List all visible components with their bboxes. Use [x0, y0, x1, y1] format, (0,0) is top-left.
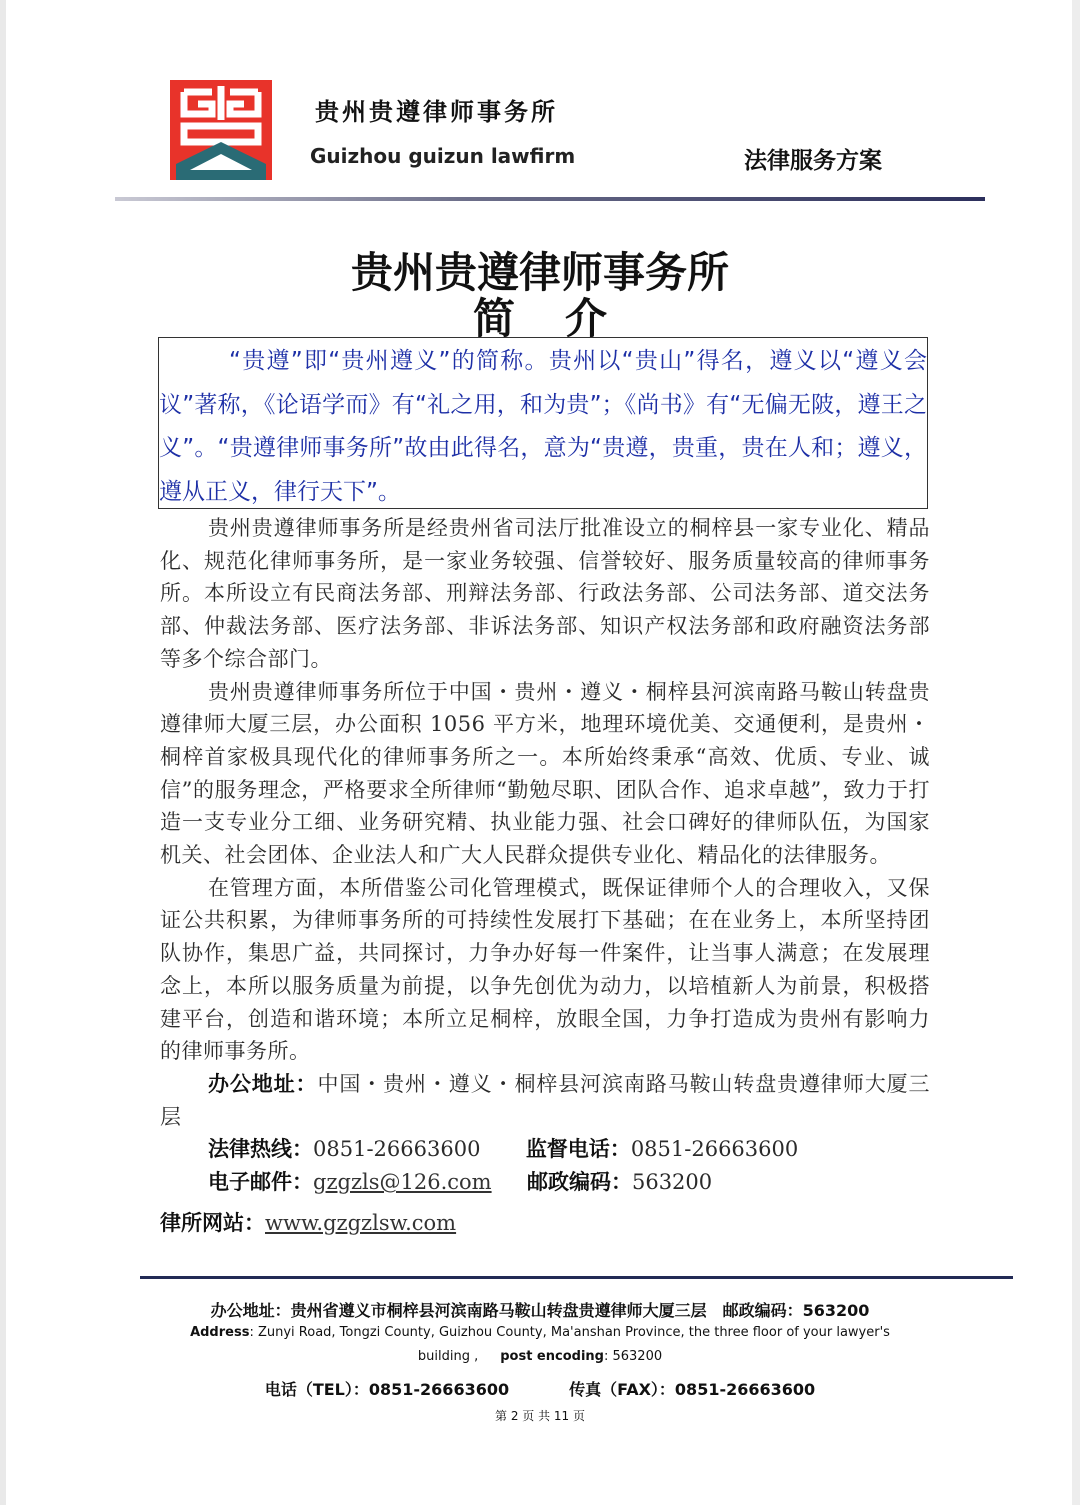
- website-link[interactable]: www.gzgzlsw.com: [265, 1211, 457, 1236]
- website-row: [160, 1207, 930, 1240]
- footer-post-value: : 563200: [603, 1349, 663, 1364]
- supervise-value: 0851-26663600: [630, 1137, 799, 1162]
- footer-contact-row: [0, 1377, 1080, 1400]
- address-value: 中国・贵州・遵义・桐梓县河滨南路马鞍山转盘贵遵律师大厦三层: [160, 1071, 930, 1129]
- postcode-label: 邮政编码：: [526, 1170, 632, 1195]
- footer-fax: 传真（FAX）：0851-26663600: [569, 1380, 816, 1399]
- footer-address-en-cont: building ,: [417, 1349, 479, 1364]
- paragraph-location: 贵州贵遵律师事务所位于中国・贵州・遵义・桐梓县河滨南路马鞍山转盘贵遵律师大厦三层，办公面积 1056 平方米，地理环境优美、交通便利，是贵州・桐梓首家极具现代化的律师事务所之一。本所始终秉承“高效、优质、专业、诚信”的服务理念，严格要求全所律师“勤勉尽职、团队合作、追求卓越”，致力于打造一支专业分工细、业务研究精、执业能力强、社会口碑好的律师队伍，为国家机关、社会团体、企业法人和广大人民群众提供专业化、精品化的法律服务。: [160, 679, 930, 868]
- quote-text: “贵遵”即“贵州遵义”的简称。贵州以“贵山”得名，遵义以“遵义会议”著称，《论语学而》有“礼之用，和为贵”；《尚书》有“无偏无陂，遵王之义”。“贵遵律师事务所”故由此得名，意为“贵遵，贵重，贵在人和；遵义，遵从正义，律行天下”。: [159, 348, 927, 505]
- logo-icon: [170, 80, 272, 180]
- postcode-value: 563200: [631, 1170, 713, 1195]
- page-subtitle: 简介: [472, 294, 657, 343]
- email-row: [160, 1166, 930, 1199]
- phone-row: [160, 1133, 930, 1166]
- email-label: 电子邮件：: [208, 1170, 313, 1195]
- email-link[interactable]: gzgzls@126.com: [313, 1170, 492, 1195]
- header-divider: [115, 197, 985, 201]
- hotline-value: 0851-26663600: [313, 1137, 481, 1162]
- firm-name-cn: 贵州贵遵律师事务所: [315, 98, 558, 126]
- body-content: [160, 512, 930, 1240]
- page-edge-right: [1072, 0, 1080, 1505]
- footer-tel: 电话（TEL）：0851-26663600: [264, 1380, 510, 1399]
- footer-post-row: [0, 1349, 1080, 1364]
- paragraph-management: 在管理方面，本所借鉴公司化管理模式，既保证律师个人的合理收入，又保证公共积累，为律师事务所的可持续性发展打下基础；在在业务上，本所坚持团队协作，集思广益，共同探讨，力争办好每一件案件，让当事人满意；在发展理念上，本所以服务质量为前提，以争先创优为动力，以培植新人为前景，积极搭建平台，创造和谐环境；本所立足桐梓，放眼全国，力争打造成为贵州有影响力的律师事务所。: [160, 875, 930, 1064]
- footer-address-en: [0, 1325, 1080, 1340]
- hotline-label: 法律热线：: [208, 1137, 313, 1162]
- address-label: 办公地址：: [208, 1071, 318, 1096]
- footer-address-cn: 办公地址：贵州省遵义市桐梓县河滨南路马鞍山转盘贵遵律师大厦三层 邮政编码：563200: [210, 1301, 870, 1320]
- firm-name-en: Guizhou guizun lawfirm: [310, 144, 576, 168]
- footer-address-en-text: : Zunyi Road, Tongzi County, Guizhou County, Ma'anshan Province, the three floor of your lawyer's: [249, 1325, 890, 1340]
- page-title: 贵州贵遵律师事务所: [350, 248, 729, 297]
- page-number: 第 2 页 共 11 页: [495, 1409, 585, 1423]
- footer-post-label: post encoding: [500, 1349, 604, 1364]
- page-edge-left: [0, 0, 6, 1505]
- supervise-label: 监督电话：: [525, 1137, 631, 1162]
- document-type: 法律服务方案: [744, 148, 882, 174]
- quote-box: [158, 337, 928, 509]
- footer-divider: [140, 1276, 1013, 1279]
- website-label: 律所网站：: [160, 1211, 265, 1236]
- paragraph-intro: 贵州贵遵律师事务所是经贵州省司法厅批准设立的桐梓县一家专业化、精品化、规范化律师事务所，是一家业务较强、信誉较好、服务质量较高的律师事务所。本所设立有民商法务部、刑辩法务部、行政法务部、公司法务部、道交法务部、仲裁法务部、医疗法务部、非诉法务部、知识产权法务部和政府融资法务部等多个综合部门。: [160, 516, 930, 671]
- address-row: [160, 1068, 930, 1133]
- footer-address-en-label: Address: [190, 1325, 250, 1340]
